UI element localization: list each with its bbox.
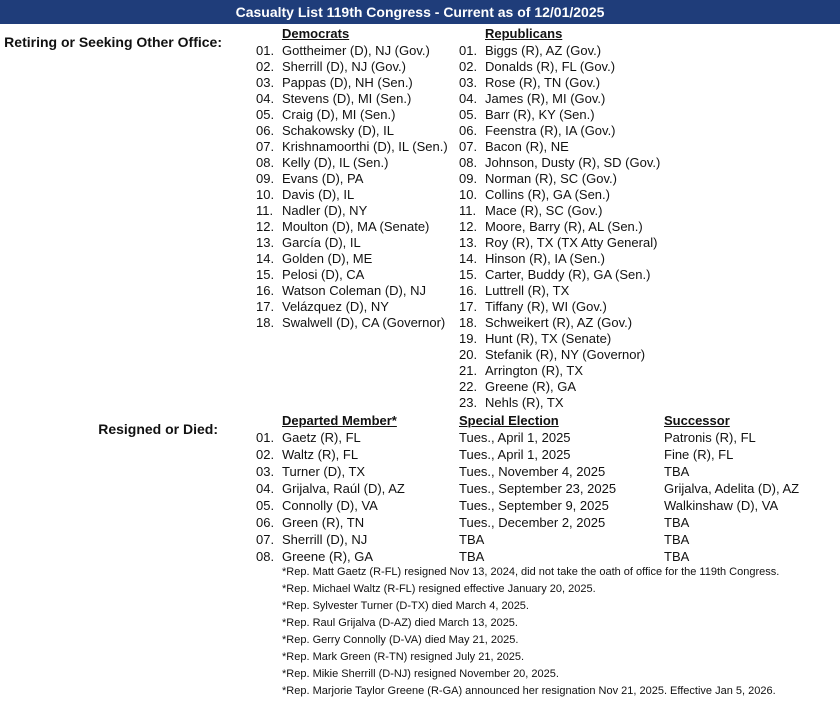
item-number: 07. xyxy=(256,139,275,154)
item-number: 18. xyxy=(256,315,275,330)
item-number: 22. xyxy=(459,379,478,394)
footnote: *Rep. Mikie Sherrill (D-NJ) resigned November 20, 2025. xyxy=(282,668,559,680)
successor: Grijalva, Adelita (D), AZ xyxy=(664,481,800,496)
item-number: 19. xyxy=(459,331,478,346)
item-number: 12. xyxy=(459,219,478,234)
successor: Patronis (R), FL xyxy=(664,430,756,445)
item-number: 15. xyxy=(459,267,478,282)
footnote: *Rep. Marjorie Taylor Greene (R-GA) announced her resignation Nov 21, 2025. Effective Jan 5, 2026. xyxy=(282,685,776,697)
member-name: Kelly (D), IL (Sen.) xyxy=(282,155,389,170)
successor: Walkinshaw (D), VA xyxy=(664,498,779,513)
item-number: 17. xyxy=(256,299,275,314)
retiring-section-label: Retiring or Seeking Other Office: xyxy=(4,34,222,50)
member-name: Watson Coleman (D), NJ xyxy=(282,283,426,298)
special-election-date: Tues., April 1, 2025 xyxy=(459,447,571,462)
member-name: Tiffany (R), WI (Gov.) xyxy=(485,299,607,314)
item-number: 10. xyxy=(459,187,478,202)
departed-member: Connolly (D), VA xyxy=(282,498,378,513)
successor: TBA xyxy=(664,549,690,564)
special-election-date: Tues., April 1, 2025 xyxy=(459,430,571,445)
item-number: 10. xyxy=(256,187,275,202)
special-election-header: Special Election xyxy=(459,413,559,428)
item-number: 06. xyxy=(256,123,275,138)
special-election-date: Tues., September 9, 2025 xyxy=(459,498,609,513)
departed-member: Turner (D), TX xyxy=(282,464,366,479)
item-number: 17. xyxy=(459,299,478,314)
member-name: Swalwell (D), CA (Governor) xyxy=(282,315,446,330)
member-name: Evans (D), PA xyxy=(282,171,364,186)
member-name: Moore, Barry (R), AL (Sen.) xyxy=(485,219,643,234)
row-number: 06. xyxy=(256,515,275,530)
item-number: 03. xyxy=(459,75,478,90)
departed-member: Gaetz (R), FL xyxy=(282,430,361,445)
item-number: 02. xyxy=(459,59,478,74)
item-number: 14. xyxy=(459,251,478,266)
item-number: 04. xyxy=(256,91,275,106)
member-name: Moulton (D), MA (Senate) xyxy=(282,219,430,234)
item-number: 09. xyxy=(459,171,478,186)
special-election-date: Tues., December 2, 2025 xyxy=(459,515,606,530)
footnote: *Rep. Mark Green (R-TN) resigned July 21, 2025. xyxy=(282,651,525,663)
member-name: Greene (R), GA xyxy=(485,379,577,394)
item-number: 18. xyxy=(459,315,478,330)
item-number: 05. xyxy=(459,107,478,122)
item-number: 07. xyxy=(459,139,478,154)
member-name: Bacon (R), NE xyxy=(485,139,569,154)
member-name: Nadler (D), NY xyxy=(282,203,368,218)
footnote: *Rep. Matt Gaetz (R-FL) resigned Nov 13, 2024, did not take the oath of office for the 119th Congress. xyxy=(282,566,780,578)
resigned-section-label: Resigned or Died: xyxy=(98,421,218,437)
member-name: Arrington (R), TX xyxy=(485,363,584,378)
member-name: Roy (R), TX (TX Atty General) xyxy=(485,235,658,250)
item-number: 04. xyxy=(459,91,478,106)
member-name: Barr (R), KY (Sen.) xyxy=(485,107,595,122)
member-name: Hunt (R), TX (Senate) xyxy=(485,331,612,346)
member-name: Velázquez (D), NY xyxy=(282,299,389,314)
republicans-header: Republicans xyxy=(485,26,563,41)
departed-member: Greene (R), GA xyxy=(282,549,374,564)
successor: Fine (R), FL xyxy=(664,447,734,462)
row-number: 02. xyxy=(256,447,275,462)
member-name: Norman (R), SC (Gov.) xyxy=(485,171,617,186)
row-number: 03. xyxy=(256,464,275,479)
member-name: Schweikert (R), AZ (Gov.) xyxy=(485,315,633,330)
member-name: Pappas (D), NH (Sen.) xyxy=(282,75,413,90)
member-name: Craig (D), MI (Sen.) xyxy=(282,107,396,122)
row-number: 05. xyxy=(256,498,275,513)
item-number: 09. xyxy=(256,171,275,186)
member-name: Collins (R), GA (Sen.) xyxy=(485,187,610,202)
item-number: 11. xyxy=(459,203,477,218)
member-name: Schakowsky (D), IL xyxy=(282,123,394,138)
departed-member: Waltz (R), FL xyxy=(282,447,359,462)
member-name: Pelosi (D), CA xyxy=(282,267,365,282)
departed-member: Grijalva, Raúl (D), AZ xyxy=(282,481,405,496)
member-name: Sherrill (D), NJ (Gov.) xyxy=(282,59,406,74)
item-number: 16. xyxy=(256,283,275,298)
item-number: 06. xyxy=(459,123,478,138)
item-number: 08. xyxy=(256,155,275,170)
member-name: Stevens (D), MI (Sen.) xyxy=(282,91,412,106)
page-title: Casualty List 119th Congress - Current as of 12/01/2025 xyxy=(0,0,840,24)
footnote: *Rep. Gerry Connolly (D-VA) died May 21, 2025. xyxy=(282,634,519,646)
member-name: Donalds (R), FL (Gov.) xyxy=(485,59,616,74)
row-number: 07. xyxy=(256,532,275,547)
member-name: Biggs (R), AZ (Gov.) xyxy=(485,43,602,58)
item-number: 05. xyxy=(256,107,275,122)
row-number: 04. xyxy=(256,481,275,496)
item-number: 01. xyxy=(256,43,275,58)
item-number: 16. xyxy=(459,283,478,298)
item-number: 13. xyxy=(256,235,275,250)
departed-member: Green (R), TN xyxy=(282,515,365,530)
successor: TBA xyxy=(664,532,690,547)
member-name: Stefanik (R), NY (Governor) xyxy=(485,347,646,362)
footnote: *Rep. Sylvester Turner (D-TX) died March 4, 2025. xyxy=(282,600,529,612)
item-number: 20. xyxy=(459,347,478,362)
member-name: James (R), MI (Gov.) xyxy=(485,91,606,106)
special-election-date: TBA xyxy=(459,549,485,564)
item-number: 08. xyxy=(459,155,478,170)
item-number: 13. xyxy=(459,235,478,250)
item-number: 02. xyxy=(256,59,275,74)
special-election-date: TBA xyxy=(459,532,485,547)
member-name: Johnson, Dusty (R), SD (Gov.) xyxy=(485,155,661,170)
member-name: Rose (R), TN (Gov.) xyxy=(485,75,601,90)
member-name: Mace (R), SC (Gov.) xyxy=(485,203,603,218)
democrats-header: Democrats xyxy=(282,26,350,41)
item-number: 23. xyxy=(459,395,478,410)
member-name: Gottheimer (D), NJ (Gov.) xyxy=(282,43,430,58)
successor: TBA xyxy=(664,464,690,479)
member-name: García (D), IL xyxy=(282,235,361,250)
member-name: Krishnamoorthi (D), IL (Sen.) xyxy=(282,139,448,154)
item-number: 14. xyxy=(256,251,275,266)
member-name: Davis (D), IL xyxy=(282,187,355,202)
row-number: 01. xyxy=(256,430,275,445)
footnote: *Rep. Raul Grijalva (D-AZ) died March 13, 2025. xyxy=(282,617,518,629)
special-election-date: Tues., November 4, 2025 xyxy=(459,464,606,479)
item-number: 11. xyxy=(256,203,274,218)
member-name: Carter, Buddy (R), GA (Sen.) xyxy=(485,267,651,282)
special-election-date: Tues., September 23, 2025 xyxy=(459,481,617,496)
member-name: Luttrell (R), TX xyxy=(485,283,570,298)
footnote: *Rep. Michael Waltz (R-FL) resigned effective January 20, 2025. xyxy=(282,583,596,595)
departed-member: Sherrill (D), NJ xyxy=(282,532,368,547)
row-number: 08. xyxy=(256,549,275,564)
successor: TBA xyxy=(664,515,690,530)
item-number: 01. xyxy=(459,43,478,58)
member-name: Feenstra (R), IA (Gov.) xyxy=(485,123,616,138)
item-number: 03. xyxy=(256,75,275,90)
item-number: 21. xyxy=(459,363,478,378)
member-name: Hinson (R), IA (Sen.) xyxy=(485,251,605,266)
departed-member-header: Departed Member* xyxy=(282,413,397,428)
item-number: 12. xyxy=(256,219,275,234)
item-number: 15. xyxy=(256,267,275,282)
successor-header: Successor xyxy=(664,413,730,428)
member-name: Golden (D), ME xyxy=(282,251,373,266)
member-name: Nehls (R), TX xyxy=(485,395,564,410)
